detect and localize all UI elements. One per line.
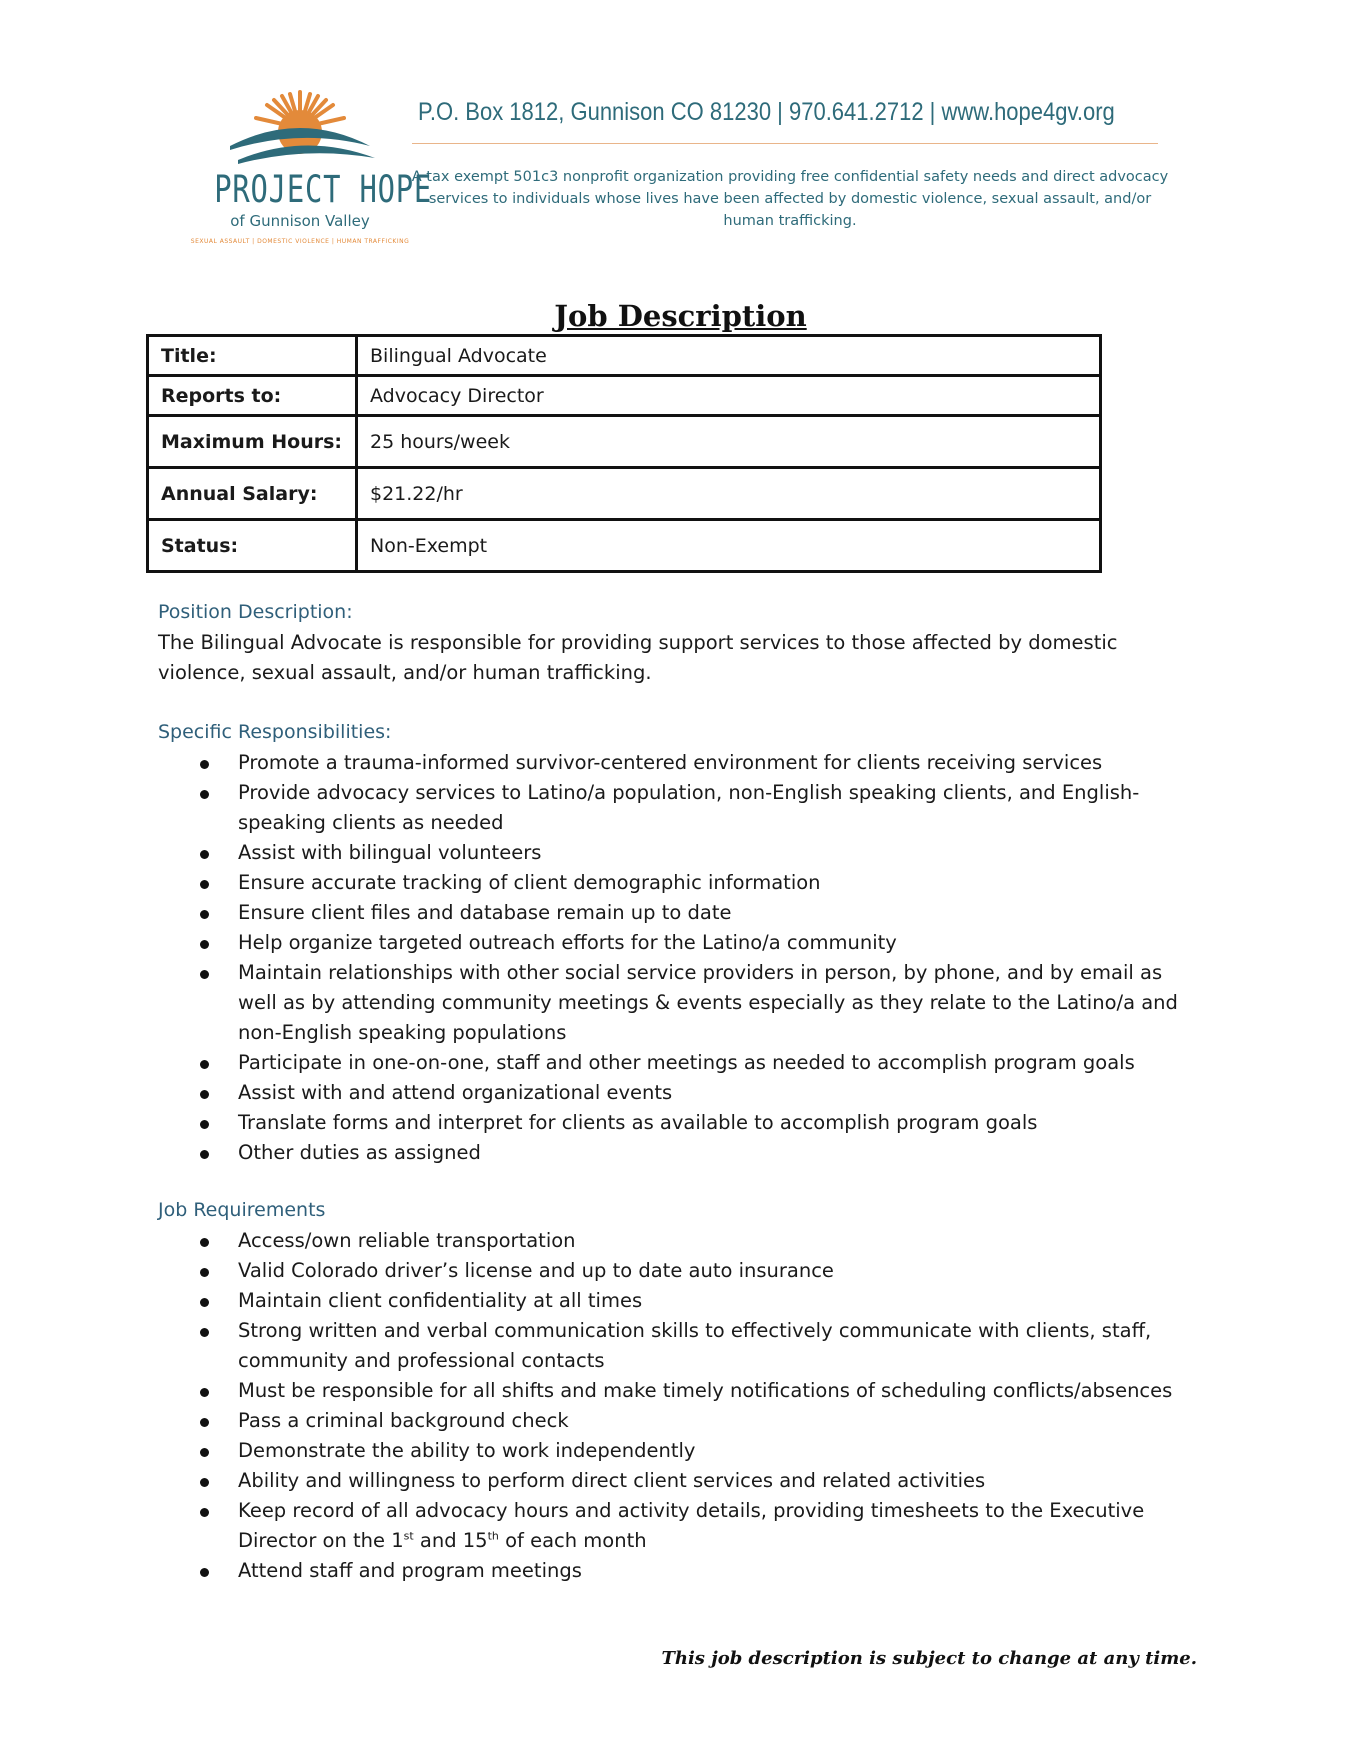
bullet-icon <box>200 1150 209 1159</box>
list-item: Valid Colorado driver’s license and up to date auto insurance <box>200 1256 1190 1286</box>
position-text: The Bilingual Advocate is responsible for providing support services to those affected by domestic violence, sexual assault, and/or human trafficking. <box>158 631 1118 684</box>
footer-note: This job description is subject to change at any time. <box>661 1648 1197 1669</box>
table-label: Annual Salary: <box>148 468 357 520</box>
bullet-icon <box>200 1418 209 1427</box>
table-label: Status: <box>148 520 357 572</box>
list-item: Access/own reliable transportation <box>200 1226 1190 1256</box>
list-item: Maintain client confidentiality at all times <box>200 1286 1190 1316</box>
table-value: Non-Exempt <box>357 520 1101 572</box>
bullet-icon <box>200 1268 209 1277</box>
bullet-icon <box>200 1298 209 1307</box>
table-row <box>148 520 1101 572</box>
bullet-icon <box>200 1448 209 1457</box>
table-row <box>148 416 1101 468</box>
list-item: Participate in one-on-one, staff and other meetings as needed to accomplish program goals <box>200 1048 1190 1078</box>
bullet-icon <box>200 970 209 979</box>
bullet-icon <box>200 760 209 769</box>
bullet-icon <box>200 1238 209 1247</box>
responsibilities-list <box>200 748 1190 1168</box>
list-item: Promote a trauma-informed survivor-centered environment for clients receiving services <box>200 748 1190 778</box>
list-item: Attend staff and program meetings <box>200 1556 1190 1586</box>
responsibilities-heading: Specific Responsibilities: <box>158 721 392 743</box>
logo-tagline: SEXUAL ASSAULT | DOMESTIC VIOLENCE | HUMAN TRAFFICKING <box>190 238 410 245</box>
list-item: Ability and willingness to perform direct client services and related activities <box>200 1466 1190 1496</box>
list-item: Provide advocacy services to Latino/a population, non-English speaking clients, and English-speaking clients as needed <box>200 778 1190 838</box>
project-hope-logo <box>190 88 433 258</box>
list-item: Pass a criminal background check <box>200 1406 1190 1436</box>
list-item: Demonstrate the ability to work independently <box>200 1436 1190 1466</box>
bullet-icon <box>200 1478 209 1487</box>
header-divider <box>412 143 1158 144</box>
contact-line: P.O. Box 1812, Gunnison CO 81230 | 970.641.2712 | www.hope4gv.org <box>418 98 1115 126</box>
table-row <box>148 468 1101 520</box>
logo-org-sub: of Gunnison Valley <box>230 212 370 230</box>
page-title: Job Description <box>554 299 807 333</box>
table-label: Reports to: <box>148 376 357 416</box>
list-item: Other duties as assigned <box>200 1138 1190 1168</box>
list-item: Maintain relationships with other social service providers in person, by phone, and by email as well as by attending community meetings & events especially as they relate to the Latino/a and non-English speaking populations <box>200 958 1190 1048</box>
sun-logo-icon <box>220 88 380 166</box>
bullet-icon <box>200 1568 209 1577</box>
list-item: Must be responsible for all shifts and make timely notifications of scheduling conflicts/absences <box>200 1376 1190 1406</box>
table-label: Maximum Hours: <box>148 416 357 468</box>
list-item: Ensure accurate tracking of client demographic information <box>200 868 1190 898</box>
mission-statement: A tax exempt 501c3 nonprofit organization providing free confidential safety needs and direct advocacy services to individuals whose lives have been affected by domestic violence, sexual assault, and/or human trafficking. <box>411 169 1169 229</box>
requirements-list <box>200 1226 1190 1586</box>
job-info-table <box>146 334 1102 573</box>
logo-org-name: PROJECT HOPE <box>214 168 433 211</box>
bullet-icon <box>200 790 209 799</box>
list-item: Ensure client files and database remain up to date <box>200 898 1190 928</box>
list-item: Assist with bilingual volunteers <box>200 838 1190 868</box>
table-row <box>148 376 1101 416</box>
list-item: Translate forms and interpret for clients as available to accomplish program goals <box>200 1108 1190 1138</box>
bullet-icon <box>200 1120 209 1129</box>
list-item: Assist with and attend organizational events <box>200 1078 1190 1108</box>
bullet-icon <box>200 1328 209 1337</box>
list-item: Keep record of all advocacy hours and activity details, providing timesheets to the Executive Director on the 1st and 15th of each month <box>200 1496 1190 1556</box>
bullet-icon <box>200 1508 209 1517</box>
bullet-icon <box>200 910 209 919</box>
table-value: Advocacy Director <box>357 376 1101 416</box>
bullet-icon <box>200 1090 209 1099</box>
table-value: 25 hours/week <box>357 416 1101 468</box>
requirements-heading: Job Requirements <box>158 1199 326 1221</box>
bullet-icon <box>200 940 209 949</box>
bullet-icon <box>200 850 209 859</box>
table-label: Title: <box>148 336 357 376</box>
bullet-icon <box>200 1060 209 1069</box>
table-value: Bilingual Advocate <box>357 336 1101 376</box>
bullet-icon <box>200 880 209 889</box>
table-value: $21.22/hr <box>357 468 1101 520</box>
bullet-icon <box>200 1388 209 1397</box>
table-row <box>148 336 1101 376</box>
position-heading: Position Description: <box>158 601 353 623</box>
list-item: Help organize targeted outreach efforts for the Latino/a community <box>200 928 1190 958</box>
list-item: Strong written and verbal communication skills to effectively communicate with clients, staff, community and professional contacts <box>200 1316 1190 1376</box>
